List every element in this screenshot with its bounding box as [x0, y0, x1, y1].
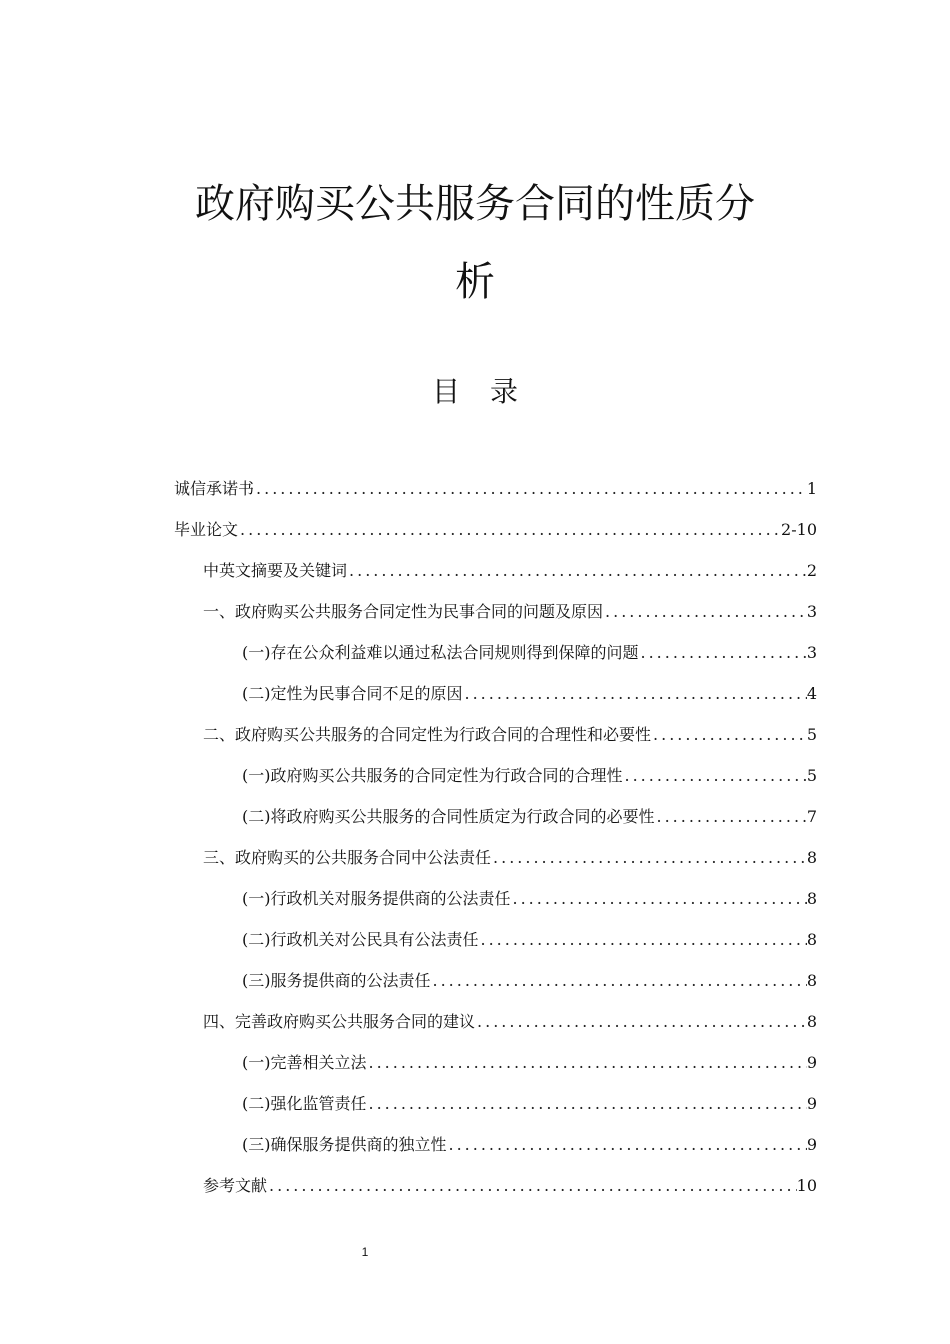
toc-entry-label: (二)强化监管责任: [242, 1094, 367, 1113]
toc-entry-page: 7: [806, 807, 817, 826]
toc-entry[interactable]: [174, 1050, 817, 1091]
toc-leader-dots: [267, 1176, 797, 1195]
toc-entry-label: 四、完善政府购买公共服务合同的建议: [203, 1012, 476, 1031]
toc-leader-dots: [367, 1053, 807, 1072]
toc-leader-dots: [475, 1012, 807, 1031]
toc-leader-dots: [655, 807, 807, 826]
table-of-contents: [174, 476, 817, 1214]
toc-entry-label: (一)政府购买公共服务的合同定性为行政合同的合理性: [242, 766, 623, 785]
toc-entry-label: (二)定性为民事合同不足的原因: [242, 684, 463, 703]
toc-leader-dots: [463, 684, 807, 703]
toc-entry-label: (三)确保服务提供商的独立性: [242, 1135, 447, 1154]
toc-leader-dots: [447, 1135, 807, 1154]
toc-entry-label: 毕业论文: [174, 520, 239, 539]
toc-entry[interactable]: [174, 1173, 817, 1214]
toc-entry-page: 5: [806, 766, 817, 785]
toc-entry-label: 一、政府购买公共服务合同定性为民事合同的问题及原因: [203, 602, 604, 621]
toc-entry[interactable]: [174, 804, 817, 845]
toc-leader-dots: [639, 643, 807, 662]
toc-entry-page: 8: [806, 971, 817, 990]
toc-entry[interactable]: [174, 763, 817, 804]
page-number: 1: [361, 1245, 369, 1259]
toc-entry-label: 参考文献: [203, 1176, 268, 1195]
toc-leader-dots: [431, 971, 807, 990]
toc-entry-label: (二)将政府购买公共服务的合同性质定为行政合同的必要性: [242, 807, 655, 826]
toc-entry[interactable]: [174, 599, 817, 640]
toc-entry-label: 中英文摘要及关键词: [203, 561, 348, 580]
toc-entry-page: 8: [806, 848, 817, 867]
toc-entry-page: 10: [796, 1176, 817, 1195]
toc-leader-dots: [491, 848, 807, 867]
toc-heading: 目录: [431, 375, 548, 408]
toc-entry-label: (三)服务提供商的公法责任: [242, 971, 431, 990]
toc-entry-page: 9: [806, 1094, 817, 1113]
toc-entry-label: 三、政府购买的公共服务合同中公法责任: [203, 848, 492, 867]
toc-entry[interactable]: [174, 1091, 817, 1132]
toc-entry-page: 9: [806, 1135, 817, 1154]
toc-entry-page: 2: [806, 561, 817, 580]
toc-entry-page: 3: [806, 602, 817, 621]
toc-entry[interactable]: [174, 927, 817, 968]
toc-leader-dots: [623, 766, 807, 785]
toc-entry-page: 4: [806, 684, 817, 703]
toc-leader-dots: [367, 1094, 807, 1113]
toc-entry[interactable]: [174, 517, 817, 558]
toc-entry[interactable]: [174, 1132, 817, 1173]
toc-entry-label: 二、政府购买公共服务的合同定性为行政合同的合理性和必要性: [203, 725, 652, 744]
toc-entry-page: 8: [806, 930, 817, 949]
toc-entry-page: 8: [806, 1012, 817, 1031]
document-title: [0, 165, 950, 321]
toc-entry-label: (一)完善相关立法: [242, 1053, 367, 1072]
toc-entry[interactable]: [174, 845, 817, 886]
toc-leader-dots: [651, 725, 807, 744]
toc-leader-dots: [511, 889, 807, 908]
toc-entry-page: 9: [806, 1053, 817, 1072]
toc-entry[interactable]: [174, 968, 817, 1009]
toc-entry-page: 2-10: [781, 520, 817, 539]
toc-entry[interactable]: [174, 722, 817, 763]
toc-entry[interactable]: [174, 681, 817, 722]
toc-entry-page: 5: [806, 725, 817, 744]
document-title-line-2: 析: [455, 259, 495, 305]
toc-leader-dots: [603, 602, 807, 621]
toc-entry[interactable]: [174, 476, 817, 517]
document-title-line-1: 政府购买公共服务合同的性质分: [195, 181, 755, 227]
toc-leader-dots: [254, 479, 807, 498]
toc-entry[interactable]: [174, 886, 817, 927]
toc-entry[interactable]: [174, 1009, 817, 1050]
toc-entry[interactable]: [174, 558, 817, 599]
toc-leader-dots: [479, 930, 807, 949]
toc-entry-page: 3: [806, 643, 817, 662]
toc-entry-page: 1: [806, 479, 817, 498]
toc-entry-page: 8: [806, 889, 817, 908]
toc-entry-label: (二)行政机关对公民具有公法责任: [242, 930, 479, 949]
toc-entry-label: 诚信承诺书: [174, 479, 255, 498]
toc-entry[interactable]: [174, 640, 817, 681]
toc-leader-dots: [238, 520, 781, 539]
toc-entry-label: (一)存在公众利益难以通过私法合同规则得到保障的问题: [242, 643, 639, 662]
toc-entry-label: (一)行政机关对服务提供商的公法责任: [242, 889, 511, 908]
toc-leader-dots: [347, 561, 807, 580]
